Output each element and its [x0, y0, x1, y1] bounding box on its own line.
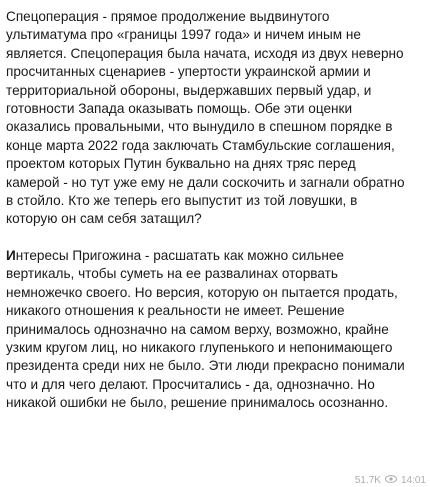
message-bubble [6, 8, 426, 413]
message-paragraph-2 [6, 247, 426, 413]
paragraph-2-text: нтересы Пригожина - расшатать как можно сильнее вертикаль, чтобы суметь на ее развалинах оторвать немножечко своего. Но версия, которую он пытается продать, никакого отношения к реальности не имеет. Решение принималось однозначно на самом верху, возможно, крайне узким кругом лиц, но никакого глупенького и непонимающего президента среди них не было. Эти люди прекрасно понимали что и для чего делают. Просчитались - да, однозначно. Но никакой ошибки не было, решение принималось осознанно. [6, 247, 405, 411]
eye-icon [385, 475, 397, 486]
message-paragraph-1: Спецоперация - прямое продолжение выдвинутого ультиматума про «границы 1997 года» и ничем иным не является. Спецоперация была начата, исходя из двух неверно просчитанных сценариев - упертости украинской армии и территориальной обороны, выдержавших первый удар, и готовности Запада оказывать помощь. Обе эти оценки оказались провальными, что вынудило в спешном порядке в конце марта 2022 года заключать Стамбульские соглашения, проектом которых Путин буквально на днях тряс перед камерой - но тут уже ему не дали соскочить и загнали обратно в стойло. Кто же теперь его выпустит из той ловушки, в которую он сам себя затащил? [6, 9, 405, 227]
paragraph-2-lead: И [6, 247, 16, 263]
message-footer [355, 473, 426, 487]
view-count: 51.7K [354, 474, 381, 486]
message-time: 14:01 [400, 474, 426, 486]
